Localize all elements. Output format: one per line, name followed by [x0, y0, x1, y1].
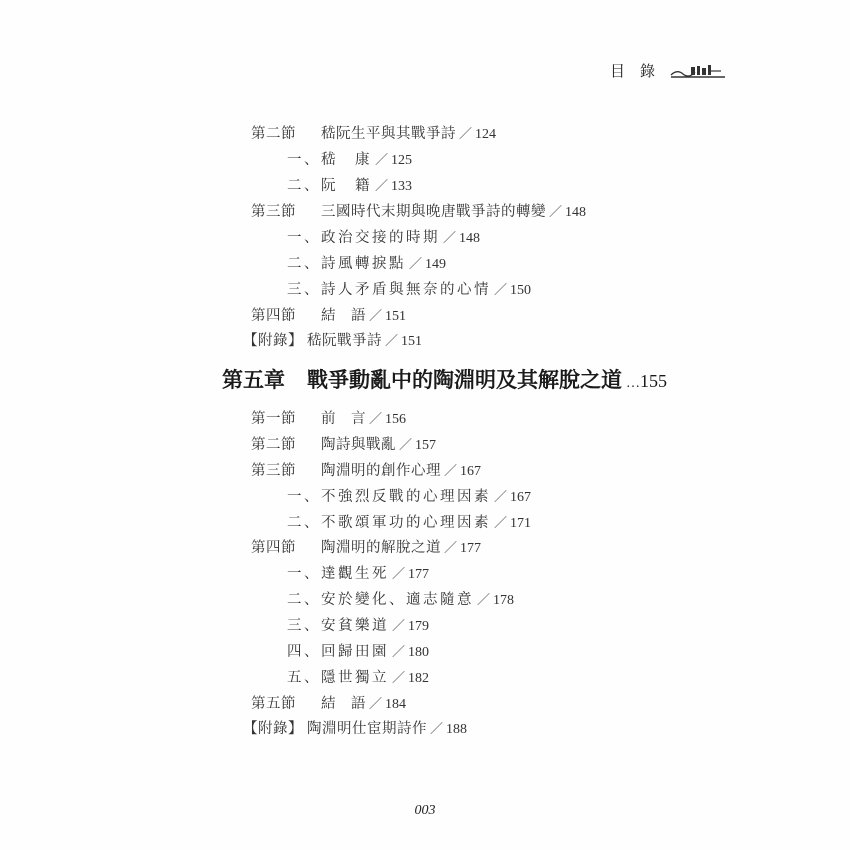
toc-entry: [251, 200, 586, 221]
entry-label: 第三節: [251, 463, 296, 479]
toc-subentry: [287, 562, 429, 583]
separator: ／: [494, 283, 508, 298]
entry-page: 178: [493, 593, 515, 608]
entry-title: 結 語: [321, 696, 366, 712]
toc-subentry: [287, 666, 429, 687]
entry-label: 【附錄】: [243, 721, 303, 737]
toc-entry: [251, 692, 406, 713]
entry-title: 政治交接的時期: [321, 230, 440, 246]
toc-appendix: [243, 717, 467, 738]
entry-label: 三、: [287, 618, 321, 634]
entry-label: 第四節: [251, 308, 296, 324]
toc-entry: [251, 459, 481, 480]
entry-page: 151: [385, 309, 407, 324]
entry-page: 156: [385, 412, 407, 427]
entry-title: 詩人矛盾與無奈的心情: [321, 282, 491, 298]
entry-label: 五、: [287, 670, 321, 686]
entry-label: 二、: [287, 592, 321, 608]
toc-subentry: [287, 588, 514, 609]
separator: ／: [444, 541, 458, 556]
toc-entry: [251, 122, 496, 143]
entry-label: 【附錄】: [243, 333, 303, 349]
entry-title: 嵇 康: [321, 152, 372, 168]
entry-title: 三國時代末期與晚唐戰爭詩的轉變: [321, 204, 546, 220]
entry-label: 一、: [287, 566, 321, 582]
chapter-page: 155: [640, 371, 667, 391]
entry-page: 184: [385, 697, 407, 712]
entry-title: 結 語: [321, 308, 366, 324]
separator: ／: [392, 645, 406, 660]
entry-title: 隱世獨立: [321, 670, 389, 686]
entry-label: 一、: [287, 152, 321, 168]
toc-subentry: [287, 511, 531, 532]
page-number: 003: [414, 803, 436, 818]
entry-label: 一、: [287, 230, 321, 246]
entry-label: 二、: [287, 515, 321, 531]
separator: ／: [399, 438, 413, 453]
entry-page: 125: [391, 153, 413, 168]
entry-page: 182: [408, 671, 430, 686]
separator: ／: [409, 257, 423, 272]
entry-page: 188: [446, 722, 468, 737]
separator: ／: [369, 697, 383, 712]
entry-page: 177: [460, 541, 482, 556]
entry-page: 151: [401, 334, 423, 349]
separator: ／: [392, 671, 406, 686]
entry-page: 149: [425, 257, 447, 272]
entry-title: 不強烈反戰的心理因素: [321, 489, 491, 505]
wave-ornament-icon: [669, 63, 727, 79]
chapter-title: 戰爭動亂中的陶淵明及其解脫之道: [307, 368, 622, 392]
entry-page: 177: [408, 567, 430, 582]
entry-label: 四、: [287, 644, 321, 660]
toc-subentry: [287, 278, 531, 299]
entry-title: 回歸田園: [321, 644, 389, 660]
toc-entry: [251, 536, 481, 557]
entry-page: 179: [408, 619, 430, 634]
entry-label: 第五節: [251, 696, 296, 712]
entry-page: 167: [510, 490, 532, 505]
toc-subentry: [287, 252, 446, 273]
entry-page: 148: [565, 205, 587, 220]
entry-title: 安貧樂道: [321, 618, 389, 634]
separator: ／: [494, 490, 508, 505]
toc-subentry: [287, 485, 531, 506]
separator: ／: [392, 567, 406, 582]
separator: ／: [375, 179, 389, 194]
chapter-label: 第五章: [222, 368, 285, 392]
entry-page: 167: [460, 464, 482, 479]
entry-title: 安於變化、適志隨意: [321, 592, 474, 608]
separator: ／: [375, 153, 389, 168]
toc-subentry: [287, 148, 412, 169]
chapter-heading: [222, 364, 667, 394]
entry-title: 不歌頌軍功的心理因素: [321, 515, 491, 531]
entry-title: 詩風轉捩點: [321, 256, 406, 272]
entry-title: 前 言: [321, 411, 366, 427]
separator: ／: [494, 516, 508, 531]
entry-page: 148: [459, 231, 481, 246]
entry-label: 二、: [287, 256, 321, 272]
entry-page: 150: [510, 283, 532, 298]
entry-page: 180: [408, 645, 430, 660]
entry-title: 嵇阮戰爭詩: [307, 333, 382, 349]
separator: ／: [369, 309, 383, 324]
entry-title: 陶淵明仕宦期詩作: [307, 721, 427, 737]
entry-title: 陶淵明的創作心理: [321, 463, 441, 479]
separator: ／: [392, 619, 406, 634]
toc-entry: [251, 433, 436, 454]
separator: ／: [443, 231, 457, 246]
entry-page: 157: [415, 438, 437, 453]
toc-subentry: [287, 226, 480, 247]
toc-subentry: [287, 174, 412, 195]
toc-entry: [251, 407, 406, 428]
toc-entry: [251, 304, 406, 325]
toc-subentry: [287, 640, 429, 661]
separator: ／: [477, 593, 491, 608]
toc-subentry: [287, 614, 429, 635]
entry-title: 達觀生死: [321, 566, 389, 582]
entry-page: 124: [475, 127, 497, 142]
separator: ／: [385, 334, 399, 349]
entry-page: 171: [510, 516, 532, 531]
entry-label: 三、: [287, 282, 321, 298]
running-head-title: 目 錄: [610, 62, 656, 80]
running-head: [610, 60, 727, 81]
entry-title: 陶詩與戰亂: [321, 437, 396, 453]
chapter-leader: …: [626, 376, 640, 391]
entry-label: 第四節: [251, 540, 296, 556]
entry-label: 二、: [287, 178, 321, 194]
entry-title: 陶淵明的解脫之道: [321, 540, 441, 556]
entry-title: 阮 籍: [321, 178, 372, 194]
toc-appendix: [243, 329, 422, 350]
entry-label: 第一節: [251, 411, 296, 427]
separator: ／: [444, 464, 458, 479]
separator: ／: [459, 127, 473, 142]
entry-page: 133: [391, 179, 413, 194]
separator: ／: [549, 205, 563, 220]
entry-label: 第二節: [251, 437, 296, 453]
entry-label: 第二節: [251, 126, 296, 142]
entry-label: 第三節: [251, 204, 296, 220]
separator: ／: [430, 722, 444, 737]
separator: ／: [369, 412, 383, 427]
entry-label: 一、: [287, 489, 321, 505]
entry-title: 嵇阮生平與其戰爭詩: [321, 126, 456, 142]
